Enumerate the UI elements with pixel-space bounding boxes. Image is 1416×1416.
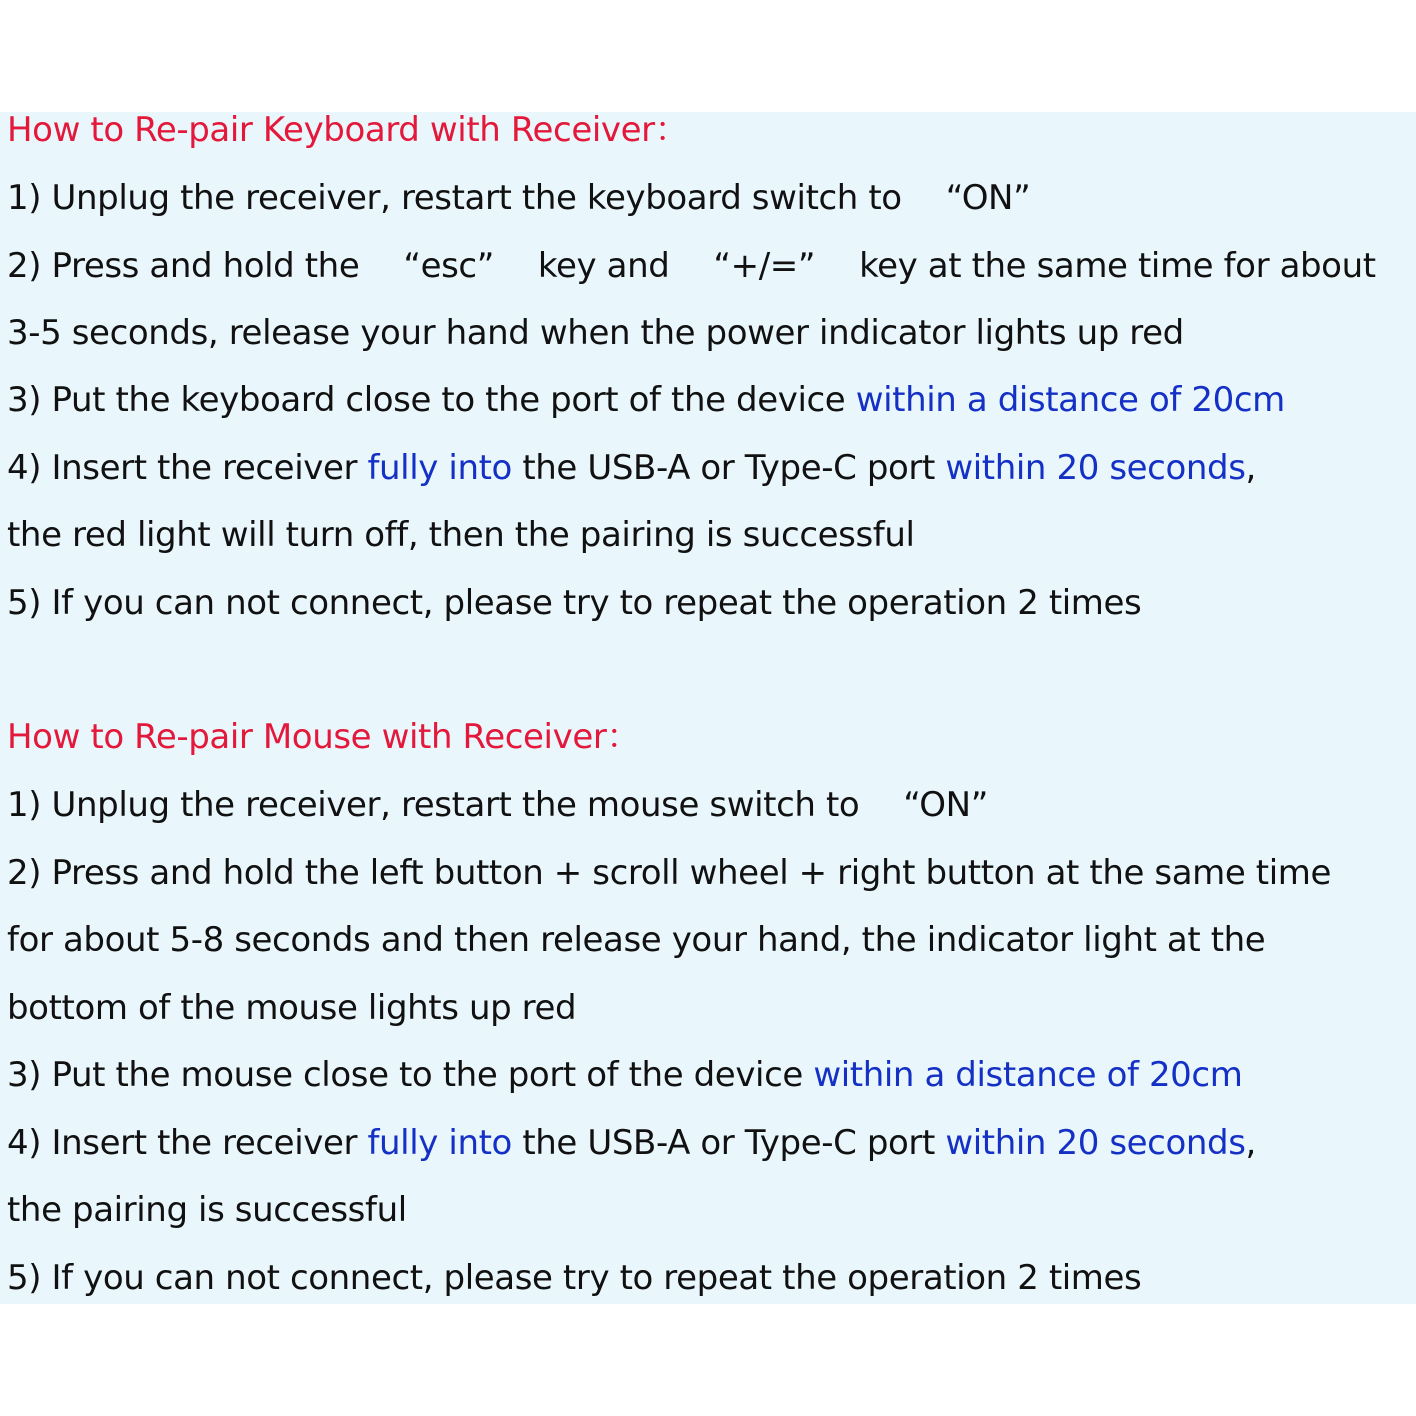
mouse-step-1: 1) Unplug the receiver, restart the mouse switch to “ON”	[7, 785, 988, 825]
keyboard-heading: How to Re-pair Keyboard with Receiver：	[7, 110, 689, 150]
mouse-step-2-continued-2: bottom of the mouse lights up red	[7, 988, 577, 1028]
mouse-step-4-comma: ,	[1245, 1123, 1256, 1163]
keyboard-step-4	[7, 434, 1256, 502]
mouse-step-4-highlight-time: within 20 seconds	[945, 1123, 1246, 1163]
keyboard-step-4-text: 4) Insert the receiver	[7, 448, 368, 488]
keyboard-step-3	[7, 366, 1285, 434]
keyboard-step-3-text: 3) Put the keyboard close to the port of the device	[7, 380, 856, 420]
mouse-heading: How to Re-pair Mouse with Receiver：	[7, 717, 641, 757]
mouse-step-4-continued: the pairing is successful	[7, 1190, 407, 1230]
mouse-step-2: 2) Press and hold the left button + scroll wheel + right button at the same time	[7, 853, 1331, 893]
mouse-step-2-continued: for about 5-8 seconds and then release your hand, the indicator light at the	[7, 920, 1266, 960]
mouse-step-4-text: 4) Insert the receiver	[7, 1123, 368, 1163]
keyboard-step-3-highlight: within a distance of 20cm	[855, 380, 1285, 420]
keyboard-step-2-continued: 3-5 seconds, release your hand when the power indicator lights up red	[7, 313, 1184, 353]
keyboard-step-4-highlight-fully: fully into	[367, 448, 512, 488]
mouse-step-4-highlight-fully: fully into	[367, 1123, 512, 1163]
mouse-step-4	[7, 1109, 1256, 1177]
mouse-step-3	[7, 1041, 1242, 1109]
keyboard-step-1: 1) Unplug the receiver, restart the keyboard switch to “ON”	[7, 178, 1031, 218]
keyboard-step-4-text-mid: the USB-A or Type-C port	[511, 448, 946, 488]
keyboard-step-2: 2) Press and hold the “esc” key and “+/=” key at the same time for about	[7, 246, 1376, 286]
mouse-step-3-highlight: within a distance of 20cm	[813, 1055, 1243, 1095]
keyboard-step-5: 5) If you can not connect, please try to repeat the operation 2 times	[7, 583, 1142, 623]
mouse-step-3-text: 3) Put the mouse close to the port of the device	[7, 1055, 814, 1095]
mouse-step-5: 5) If you can not connect, please try to repeat the operation 2 times	[7, 1258, 1142, 1298]
keyboard-step-4-comma: ,	[1245, 448, 1256, 488]
keyboard-step-4-continued: the red light will turn off, then the pairing is successful	[7, 515, 915, 555]
mouse-step-4-text-mid: the USB-A or Type-C port	[511, 1123, 946, 1163]
keyboard-step-4-highlight-time: within 20 seconds	[945, 448, 1246, 488]
